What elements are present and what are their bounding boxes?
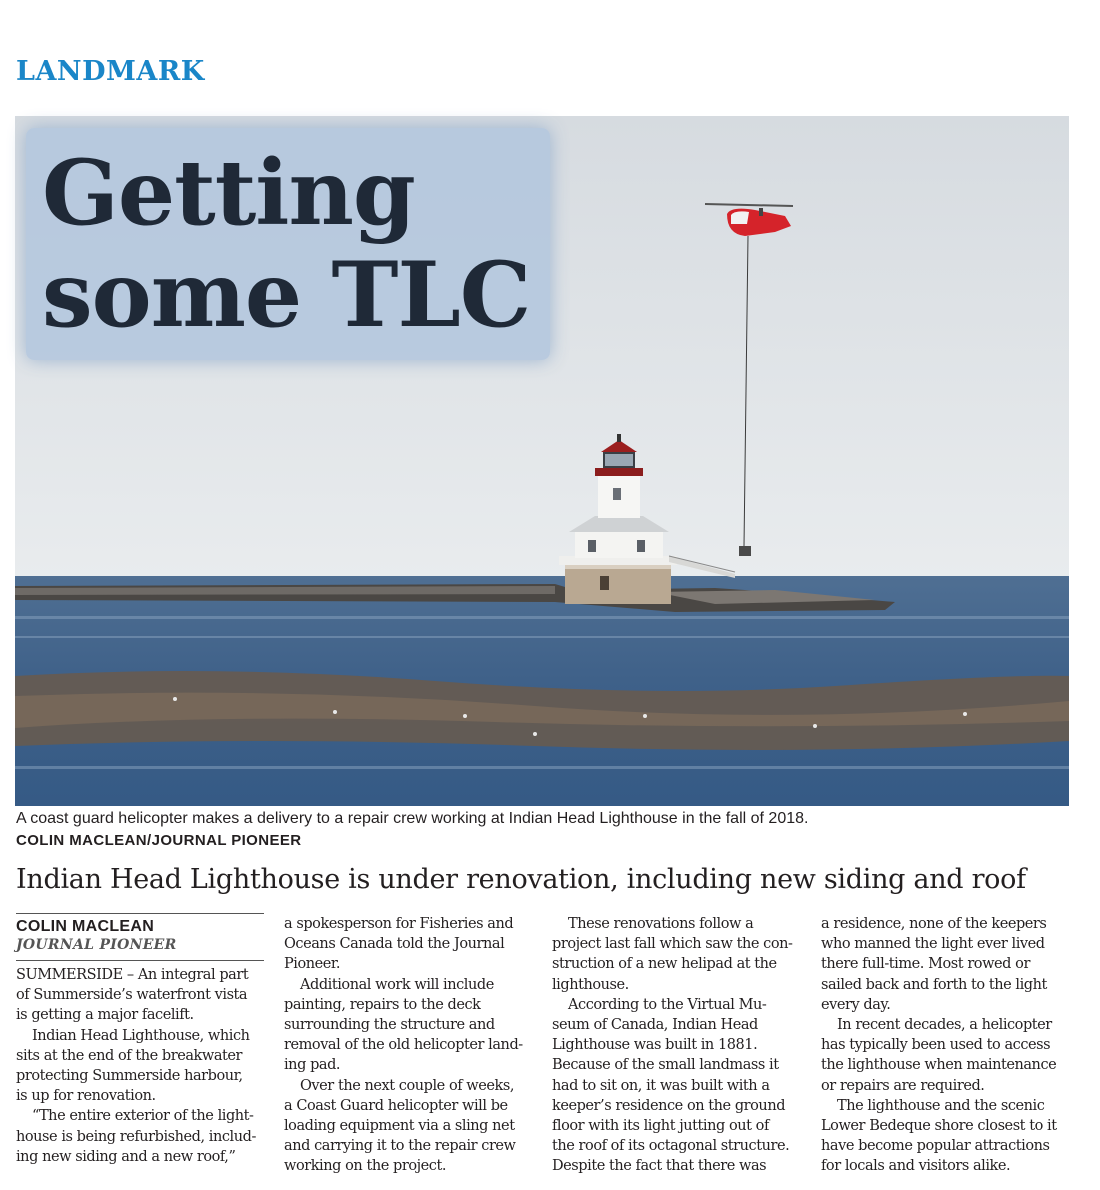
article-line: is getting a major facelift. bbox=[16, 1007, 194, 1024]
article-line: and carrying it to the repair crew bbox=[284, 1138, 516, 1155]
article-line: In recent decades, a helicopter bbox=[837, 1017, 1052, 1034]
article-line: SUMMERSIDE – An integral part bbox=[16, 967, 249, 983]
headline-box bbox=[26, 128, 550, 360]
photo-credit: COLIN MACLEAN/JOURNAL PIONEER bbox=[16, 832, 302, 849]
article-line: every day. bbox=[821, 996, 891, 1013]
byline-rule-bottom bbox=[16, 960, 264, 961]
article-line: a Coast Guard helicopter will be bbox=[284, 1097, 508, 1114]
byline-author: COLIN MACLEAN bbox=[16, 918, 155, 935]
article-line: According to the Virtual Mu- bbox=[568, 996, 767, 1013]
article-line: “The entire exterior of the light- bbox=[32, 1108, 254, 1125]
article-line: removal of the old helicopter land- bbox=[284, 1037, 523, 1054]
article-line: sailed back and forth to the light bbox=[821, 976, 1047, 993]
article-column-2 bbox=[284, 914, 534, 1177]
article-line: Oceans Canada told the Journal bbox=[284, 936, 505, 953]
article-column-4 bbox=[821, 914, 1071, 1177]
article-line: there full-time. Most rowed or bbox=[821, 956, 1030, 973]
article-line: Additional work will include bbox=[300, 976, 494, 993]
article-line: sits at the end of the breakwater bbox=[16, 1047, 243, 1064]
article-line: house is being refurbished, includ- bbox=[16, 1128, 256, 1145]
article-line: has typically been used to access bbox=[821, 1037, 1051, 1054]
article-line: loading equipment via a sling net bbox=[284, 1118, 515, 1135]
article-line: or repairs are required. bbox=[821, 1077, 985, 1094]
byline-rule-top bbox=[16, 913, 264, 914]
article-line: the lighthouse when maintenance bbox=[821, 1057, 1057, 1074]
headline bbox=[42, 142, 550, 346]
article-column-1 bbox=[16, 965, 266, 1167]
article-line: ing pad. bbox=[284, 1057, 341, 1074]
article-line: Pioneer. bbox=[284, 956, 340, 973]
article-line: struction of a new helipad at the bbox=[552, 956, 777, 973]
article-line: is up for renovation. bbox=[16, 1088, 156, 1105]
article-line: Indian Head Lighthouse, which bbox=[32, 1027, 250, 1044]
article-line: a residence, none of the keepers bbox=[821, 916, 1047, 932]
article-line: painting, repairs to the deck bbox=[284, 996, 481, 1013]
article-line: Lower Bedeque shore closest to it bbox=[821, 1118, 1057, 1135]
article-line: working on the project. bbox=[284, 1158, 446, 1175]
article-line: surrounding the structure and bbox=[284, 1017, 495, 1034]
article-line: who manned the light ever lived bbox=[821, 936, 1045, 953]
article-line: protecting Summerside harbour, bbox=[16, 1068, 243, 1085]
article-line: a spokesperson for Fisheries and bbox=[284, 916, 514, 932]
byline-organization: JOURNAL PIONEER bbox=[16, 937, 177, 953]
article-line: Lighthouse was built in 1881. bbox=[552, 1037, 758, 1054]
article-line: lighthouse. bbox=[552, 976, 629, 993]
headline-line-2: some TLC bbox=[42, 242, 531, 348]
article-line: Despite the fact that there was bbox=[552, 1158, 767, 1175]
article-line: Because of the small landmass it bbox=[552, 1057, 779, 1074]
article-line: had to sit on, it was built with a bbox=[552, 1077, 770, 1094]
article-line: for locals and visitors alike. bbox=[821, 1158, 1011, 1175]
article-line: ing new siding and a new roof,” bbox=[16, 1148, 236, 1165]
article-line: of Summerside’s waterfront vista bbox=[16, 987, 248, 1004]
article-line: floor with its light jutting out of bbox=[552, 1118, 769, 1135]
article-column-3 bbox=[552, 914, 802, 1177]
photo-caption: A coast guard helicopter makes a delivery to a repair crew working at Indian Head Lighthouse in the fall of 2018. bbox=[16, 810, 809, 827]
subheadline: Indian Head Lighthouse is under renovation, including new siding and roof bbox=[16, 864, 1026, 895]
section-label: LANDMARK bbox=[16, 56, 205, 87]
article-line: The lighthouse and the scenic bbox=[837, 1097, 1045, 1114]
article-line: These renovations follow a bbox=[568, 916, 754, 932]
article-line: keeper’s residence on the ground bbox=[552, 1097, 786, 1114]
headline-line-1: Getting bbox=[42, 140, 415, 246]
article-line: have become popular attractions bbox=[821, 1138, 1050, 1155]
article-line: seum of Canada, Indian Head bbox=[552, 1017, 758, 1034]
article-line: project last fall which saw the con- bbox=[552, 936, 793, 953]
article-line: the roof of its octagonal structure. bbox=[552, 1138, 790, 1155]
article-line: Over the next couple of weeks, bbox=[300, 1077, 515, 1094]
